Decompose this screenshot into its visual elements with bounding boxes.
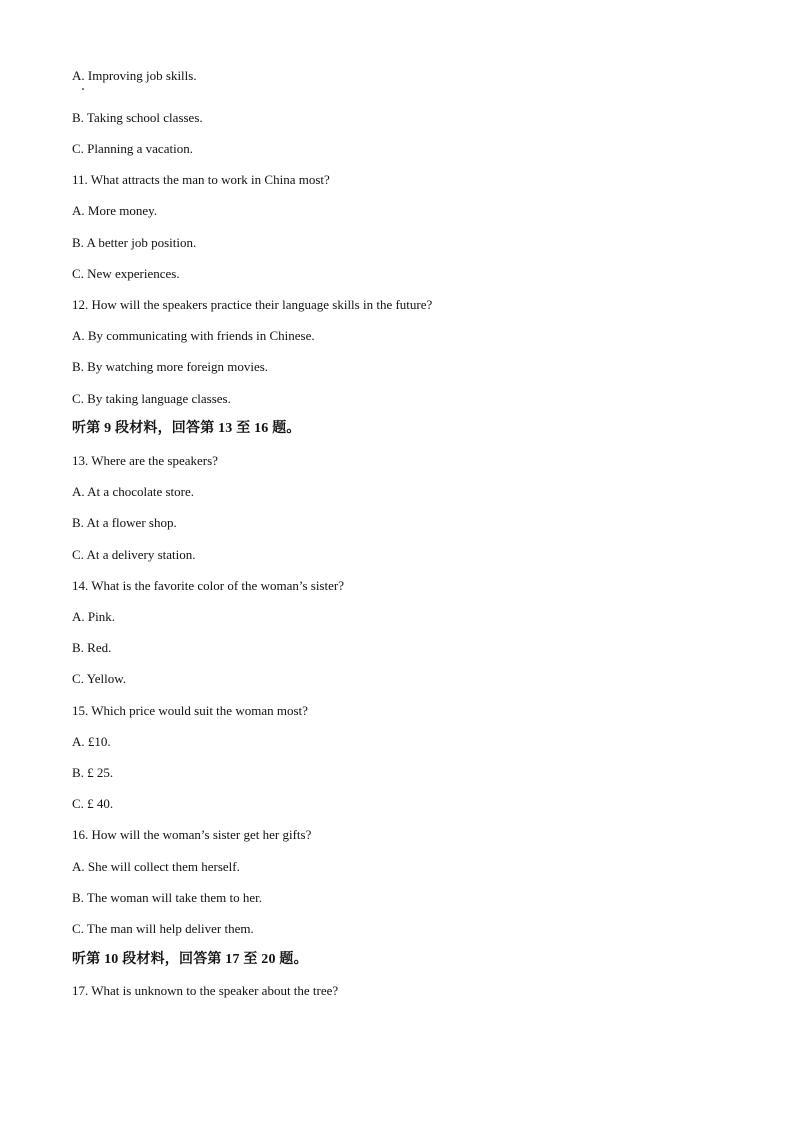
section-heading-9: 听第 9 段材料，回答第 13 至 16 题。: [72, 421, 301, 436]
question-12: 12. How will the speakers practice their language skills in the future?: [72, 297, 433, 312]
question-15-option-b: B. £ 25.: [72, 765, 114, 780]
question-15-option-c: C. £ 40.: [72, 796, 114, 811]
question-14: 14. What is the favorite color of the woman’s sister?: [72, 578, 344, 593]
question-16-option-c: C. The man will help deliver them.: [72, 921, 254, 936]
option-a-job-skills: A. Improving job skills.: [72, 68, 197, 83]
option-c-vacation: C. Planning a vacation.: [72, 141, 193, 156]
question-16: 16. How will the woman’s sister get her gifts?: [72, 827, 312, 842]
question-11-option-b: B. A better job position.: [72, 235, 197, 250]
question-14-option-a: A. Pink.: [72, 609, 115, 624]
question-16-option-b: B. The woman will take them to her.: [72, 890, 263, 905]
question-13-option-a: A. At a chocolate store.: [72, 484, 195, 499]
question-11-option-c: C. New experiences.: [72, 266, 180, 281]
question-14-option-c: C. Yellow.: [72, 671, 127, 686]
question-11-option-a: A. More money.: [72, 203, 158, 218]
question-15-option-a: A. £10.: [72, 734, 111, 749]
question-11: 11. What attracts the man to work in China most?: [72, 172, 330, 187]
question-16-option-a: A. She will collect them herself.: [72, 859, 240, 874]
section-heading-10: 听第 10 段材料，回答第 17 至 20 题。: [72, 952, 308, 967]
question-12-option-b: B. By watching more foreign movies.: [72, 359, 269, 374]
question-13: 13. Where are the speakers?: [72, 453, 218, 468]
question-17: 17. What is unknown to the speaker about the tree?: [72, 983, 339, 998]
stray-dot-mark: [82, 88, 84, 90]
question-15: 15. Which price would suit the woman most?: [72, 703, 308, 718]
question-14-option-b: B. Red.: [72, 640, 112, 655]
question-13-option-b: B. At a flower shop.: [72, 515, 177, 530]
option-b-school-classes: B. Taking school classes.: [72, 110, 203, 125]
question-13-option-c: C. At a delivery station.: [72, 547, 196, 562]
question-12-option-a: A. By communicating with friends in Chinese.: [72, 328, 315, 343]
question-12-option-c: C. By taking language classes.: [72, 391, 231, 406]
